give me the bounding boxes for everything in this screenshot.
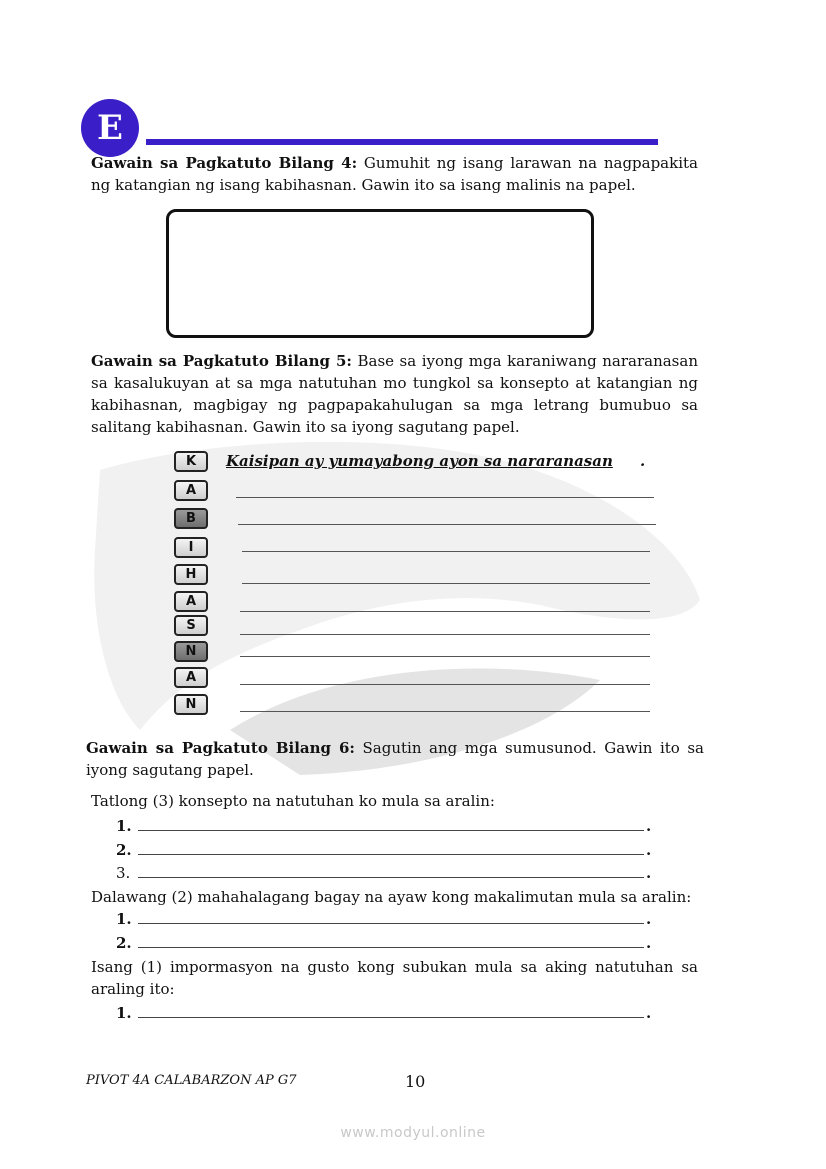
answer-line-a[interactable] bbox=[236, 497, 654, 498]
answer-line[interactable] bbox=[138, 1017, 644, 1018]
answer-line[interactable] bbox=[138, 923, 644, 924]
group-1-item-2 bbox=[116, 839, 776, 861]
acrostic-letter-i: I bbox=[174, 537, 208, 558]
activity-6-title: Gawain sa Pagkatuto Bilang 6: bbox=[86, 739, 355, 757]
acrostic-letter-n: N bbox=[174, 694, 208, 715]
page-number: 10 bbox=[405, 1072, 426, 1091]
drawing-box[interactable] bbox=[166, 209, 594, 338]
item-number: 1. bbox=[116, 910, 132, 928]
footer-course-label: PIVOT 4A CALABARZON AP G7 bbox=[86, 1073, 297, 1088]
answer-line[interactable] bbox=[138, 854, 644, 855]
answer-line-n[interactable] bbox=[240, 711, 650, 712]
item-end: . bbox=[646, 841, 652, 859]
header-rule bbox=[146, 139, 658, 145]
answer-line[interactable] bbox=[138, 947, 644, 948]
activity-4-title: Gawain sa Pagkatuto Bilang 4: bbox=[91, 154, 358, 172]
answer-line-n[interactable] bbox=[240, 656, 650, 657]
group-2-prompt: Dalawang (2) mahahalagang bagay na ayaw kong makalimutan mula sa aralin: bbox=[91, 888, 692, 906]
activity-4-paragraph bbox=[91, 152, 698, 196]
answer-line[interactable] bbox=[138, 877, 644, 878]
activity-6-text: Sagutin ang mga sumusunod. Gawin ito sa iyong sagutang papel. bbox=[86, 739, 704, 779]
item-end: . bbox=[646, 934, 652, 952]
acrostic-letter-h: H bbox=[174, 564, 208, 585]
acrostic-letter-n: N bbox=[174, 641, 208, 662]
item-number: 3. bbox=[116, 864, 131, 882]
answer-line[interactable] bbox=[138, 830, 644, 831]
answer-line-h[interactable] bbox=[242, 583, 650, 584]
group-1-item-3 bbox=[116, 862, 776, 884]
activity-6-paragraph bbox=[86, 737, 704, 781]
activity-5-title: Gawain sa Pagkatuto Bilang 5: bbox=[91, 352, 352, 370]
group-2-item-2 bbox=[116, 932, 776, 954]
group-2-item-1 bbox=[116, 908, 776, 930]
activity-5-text: Base sa iyong mga karaniwang nararanasan sa kasalukuyan at sa mga natutuhan mo tungkol sa konsepto at katangian ng kabihasnan, magbigay ng pagpapakahulugan sa mga letrang bumubuo sa salitang kabihasnan. Gawin ito sa iyong sagutang papel. bbox=[91, 352, 698, 436]
section-badge bbox=[81, 99, 139, 157]
group-3-item-1 bbox=[116, 1002, 776, 1024]
item-number: 2. bbox=[116, 841, 132, 859]
acrostic-letter-k: K bbox=[174, 451, 208, 472]
item-end: . bbox=[646, 1004, 652, 1022]
acrostic-letter-a: A bbox=[174, 667, 208, 688]
section-badge-letter: E bbox=[97, 108, 123, 148]
answer-line-a[interactable] bbox=[240, 684, 650, 685]
item-end: . bbox=[646, 910, 652, 928]
group-1-item-1 bbox=[116, 815, 776, 837]
example-answer-text: Kaisipan ay yumayabong ayon sa nararanasan bbox=[226, 452, 613, 470]
answer-line-s[interactable] bbox=[240, 634, 650, 635]
example-answer-end: . bbox=[640, 452, 646, 470]
group-1-prompt: Tatlong (3) konsepto na natutuhan ko mula sa aralin: bbox=[91, 792, 495, 810]
item-number: 2. bbox=[116, 934, 132, 952]
group-3-prompt: Isang (1) impormasyon na gusto kong subukan mula sa aking natutuhan sa araling ito: bbox=[91, 958, 698, 998]
answer-line-a[interactable] bbox=[240, 611, 650, 612]
activity-4-text: Gumuhit ng isang larawan na nagpapakita ng katangian ng isang kabihasnan. Gawin ito sa isang malinis na papel. bbox=[91, 154, 698, 194]
acrostic-letter-a: A bbox=[174, 480, 208, 501]
acrostic-letter-b: B bbox=[174, 508, 208, 529]
item-number: 1. bbox=[116, 1004, 132, 1022]
item-end: . bbox=[646, 817, 652, 835]
acrostic-letter-a: A bbox=[174, 591, 208, 612]
item-number: 1. bbox=[116, 817, 132, 835]
watermark-text: www.modyul.online bbox=[340, 1125, 486, 1141]
answer-line-i[interactable] bbox=[242, 551, 650, 552]
activity-5-paragraph bbox=[91, 350, 698, 438]
acrostic-letter-s: S bbox=[174, 615, 208, 636]
answer-line-b[interactable] bbox=[238, 524, 656, 525]
item-end: . bbox=[646, 864, 652, 882]
acrostic-example-answer bbox=[226, 452, 652, 470]
